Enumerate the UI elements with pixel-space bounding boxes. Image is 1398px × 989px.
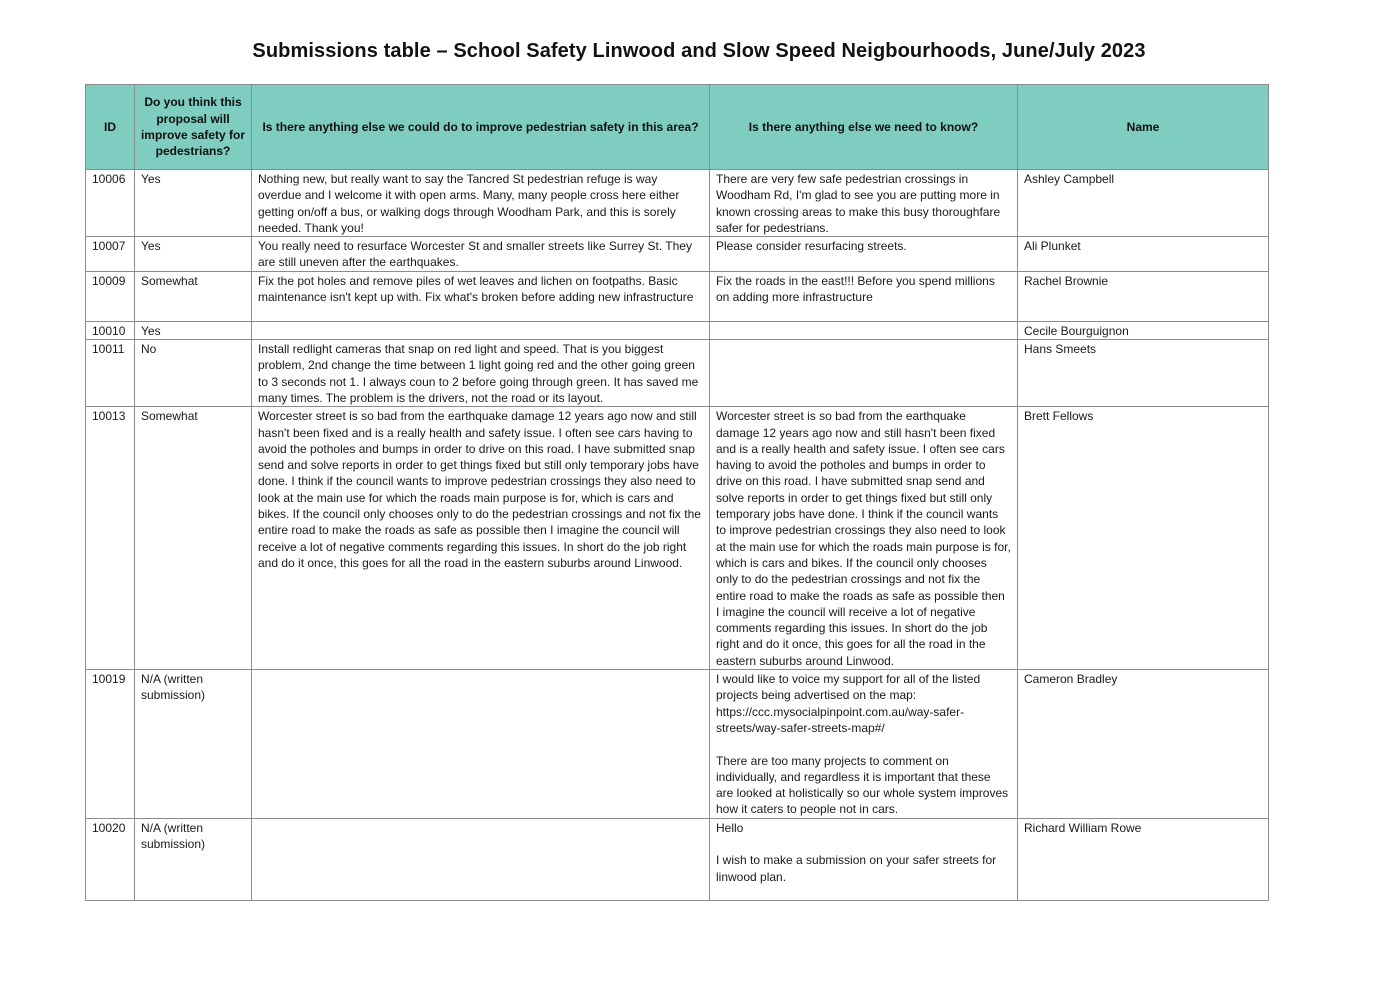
cell-id: 10020 xyxy=(86,818,135,900)
cell-name: Cecile Bourguignon xyxy=(1018,321,1269,339)
cell-else-know: There are very few safe pedestrian crossings in Woodham Rd, I'm glad to see you are putting more in known crossing areas to make this busy thoroughfare safer for pedestrians. xyxy=(710,170,1018,237)
cell-improve: N/A (written submission) xyxy=(135,670,252,819)
cell-name: Brett Fellows xyxy=(1018,407,1269,670)
column-header-else-improve: Is there anything else we could do to improve pedestrian safety in this area? xyxy=(252,85,710,170)
table-row xyxy=(86,670,1269,819)
cell-id: 10009 xyxy=(86,271,135,321)
cell-else-know: I would like to voice my support for all of the listed projects being advertised on the map: https://ccc.mysocialpinpoint.com.au/way-safer-streets/way-safer-streets-map#/ There are too many projects to comment on individually, and regardless it is important that these are looked at holistically so our whole system improves how it caters to people not in cars. xyxy=(710,670,1018,819)
cell-improve: Yes xyxy=(135,237,252,272)
column-header-improve: Do you think this proposal will improve safety for pedestrians? xyxy=(135,85,252,170)
cell-name: Rachel Brownie xyxy=(1018,271,1269,321)
cell-id: 10019 xyxy=(86,670,135,819)
column-header-id: ID xyxy=(86,85,135,170)
cell-else-improve xyxy=(252,670,710,819)
cell-id: 10007 xyxy=(86,237,135,272)
cell-else-improve: You really need to resurface Worcester St and smaller streets like Surrey St. They are still uneven after the earthquakes. xyxy=(252,237,710,272)
cell-id: 10006 xyxy=(86,170,135,237)
page-title: Submissions table – School Safety Linwood and Slow Speed Neigbourhoods, June/July 2023 xyxy=(252,40,1146,62)
cell-else-improve: Fix the pot holes and remove piles of wet leaves and lichen on footpaths. Basic maintenance isn't kept up with. Fix what's broken before adding new infrastructure xyxy=(252,271,710,321)
cell-name: Richard William Rowe xyxy=(1018,818,1269,900)
cell-improve: Yes xyxy=(135,321,252,339)
column-header-else-know: Is there anything else we need to know? xyxy=(710,85,1018,170)
table-row xyxy=(86,340,1269,407)
table-row xyxy=(86,237,1269,272)
cell-else-know: Please consider resurfacing streets. xyxy=(710,237,1018,272)
cell-name: Cameron Bradley xyxy=(1018,670,1269,819)
table-row xyxy=(86,818,1269,900)
cell-else-improve: Nothing new, but really want to say the Tancred St pedestrian refuge is way overdue and I welcome it with open arms. Many, many people cross here either getting on/off a bus, or walking dogs through Woodham Park, and this is sorely needed. Thank you! xyxy=(252,170,710,237)
cell-else-improve xyxy=(252,321,710,339)
cell-else-improve xyxy=(252,818,710,900)
cell-else-improve: Worcester street is so bad from the earthquake damage 12 years ago now and still hasn't been fixed and is a really health and safety issue. I often see cars having to avoid the potholes and bumps in order to drive on this road. I have submitted snap send and solve reports in order to get things fixed but still only temporary jobs have done. I think if the council wants to improve pedestrian crossings they also need to look at the main use for which the roads main purpose is for, which is cars and bikes. If the council only chooses only to do the pedestrian crossings and not fix the entire road to make the roads as safe as possible then I imagine the council will receive a lot of negative comments regarding this issues. In short do the job right and do it once, this goes for all the road in the eastern suburbs around Linwood. xyxy=(252,407,710,670)
cell-else-know xyxy=(710,340,1018,407)
cell-id: 10010 xyxy=(86,321,135,339)
cell-improve: Yes xyxy=(135,170,252,237)
cell-else-improve: Install redlight cameras that snap on red light and speed. That is you biggest problem, 2nd change the time between 1 light going red and the other going green to 3 seconds not 1. I always coun to 2 before going through green. It has saved me many times. The problem is the drivers, not the road or its layout. xyxy=(252,340,710,407)
table-row xyxy=(86,321,1269,339)
cell-name: Ali Plunket xyxy=(1018,237,1269,272)
cell-improve: Somewhat xyxy=(135,271,252,321)
cell-id: 10011 xyxy=(86,340,135,407)
table-row xyxy=(86,271,1269,321)
cell-else-know: Fix the roads in the east!!! Before you spend millions on adding more infrastructure xyxy=(710,271,1018,321)
cell-improve: No xyxy=(135,340,252,407)
cell-else-know: Worcester street is so bad from the earthquake damage 12 years ago now and still hasn't been fixed and is a really health and safety issue. I often see cars having to avoid the potholes and bumps in order to drive on this road. I have submitted snap send and solve reports in order to get things fixed but still only temporary jobs have done. I think if the council wants to improve pedestrian crossings they also need to look at the main use for which the roads main purpose is for, which is cars and bikes. If the council only chooses only to do the pedestrian crossings and not fix the entire road to make the roads as safe as possible then I imagine the council will receive a lot of negative comments regarding this issues. In short do the job right and do it once, this goes for all the road in the eastern suburbs around Linwood. xyxy=(710,407,1018,670)
cell-else-know: Hello I wish to make a submission on your safer streets for linwood plan. xyxy=(710,818,1018,900)
table-row xyxy=(86,407,1269,670)
column-header-name: Name xyxy=(1018,85,1269,170)
cell-id: 10013 xyxy=(86,407,135,670)
submissions-table xyxy=(85,84,1269,901)
cell-name: Ashley Campbell xyxy=(1018,170,1269,237)
cell-name: Hans Smeets xyxy=(1018,340,1269,407)
table-row xyxy=(86,170,1269,237)
cell-else-know xyxy=(710,321,1018,339)
table-header-row xyxy=(86,85,1269,170)
cell-improve: Somewhat xyxy=(135,407,252,670)
cell-improve: N/A (written submission) xyxy=(135,818,252,900)
